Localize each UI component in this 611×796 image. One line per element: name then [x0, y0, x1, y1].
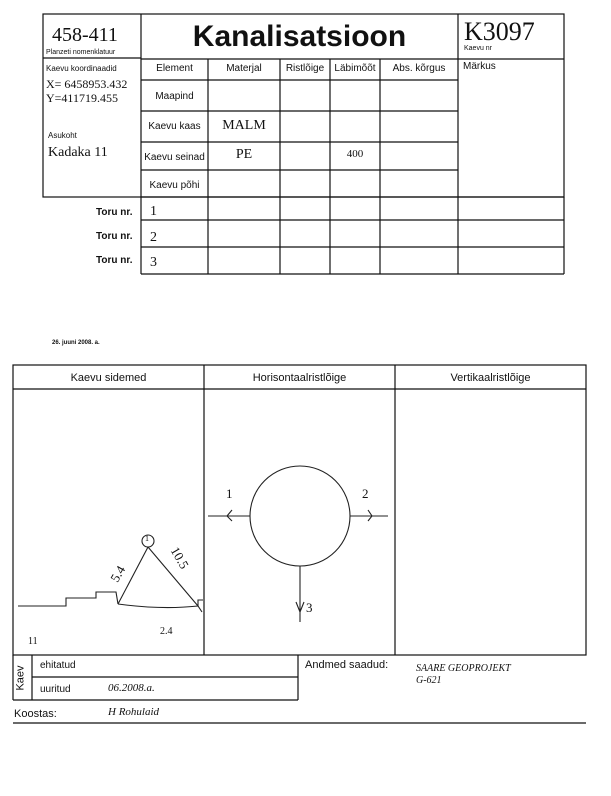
- row-walls-diameter: 400: [346, 148, 364, 160]
- sheet-caption: Planzeti nomenklatuur: [46, 49, 116, 56]
- well-number: K3097: [464, 17, 535, 46]
- sketch-pipe3-label: 3: [306, 600, 313, 615]
- row-walls-label: Kaevu seinad: [144, 152, 205, 163]
- row-ground-label: Maapind: [155, 91, 194, 102]
- pipe-2-label: Toru nr.: [96, 231, 133, 242]
- col-section: Ristlõige: [285, 63, 325, 74]
- col-material: Materjal: [226, 63, 262, 74]
- panel-horizontal-title: Horisontaalristlõige: [252, 372, 347, 384]
- well-caption: Kaevu nr: [464, 45, 493, 52]
- page-title: Kanalisatsioon: [192, 19, 407, 53]
- sketch-pipe1-label: 1: [226, 486, 233, 501]
- pipe-2-number: 2: [150, 230, 157, 245]
- col-element: Element: [156, 63, 193, 74]
- pipe-3-number: 3: [150, 255, 157, 270]
- row-lid-material: MALM: [222, 118, 266, 133]
- coords-caption: Kaevu koordinaadid: [46, 64, 117, 73]
- coord-x: X= 6458953.432: [46, 77, 128, 91]
- horizontal-sketch: [208, 466, 388, 622]
- sketch-dist-right: 10.5: [167, 544, 192, 572]
- pipe-3-label: Toru nr.: [96, 255, 133, 266]
- data-from-value-2: G-621: [416, 675, 442, 686]
- sheet-number: 458-411: [52, 24, 118, 46]
- row-walls-material: PE: [235, 147, 253, 162]
- compiled-value: H Rohulaid: [108, 706, 160, 718]
- data-from-value-1: SAARE GEOPROJEKT: [416, 663, 511, 674]
- sketch-corner-left: 11: [28, 636, 38, 647]
- col-diameter: Läbimõõt: [334, 63, 376, 74]
- sketch-corner-right: 2.4: [160, 626, 173, 637]
- sketch-dist-left: 5.4: [107, 562, 129, 585]
- pipe-1-label: Toru nr.: [96, 207, 133, 218]
- row-bottom-label: Kaevu põhi: [149, 180, 200, 191]
- built-label: ehitatud: [40, 660, 76, 671]
- surveyed-label: uuritud: [40, 684, 71, 695]
- date-stamp: 26. juuni 2008. a.: [52, 340, 100, 346]
- col-remarks: Märkus: [463, 61, 496, 72]
- surveyed-value: 06.2008.a.: [108, 682, 155, 694]
- sketch-node-label: 1: [145, 534, 149, 543]
- footer-side-label: Kaev: [14, 665, 27, 691]
- col-height: Abs. kõrgus: [392, 63, 446, 74]
- location-value: Kadaka 11: [48, 145, 108, 160]
- row-lid-label: Kaevu kaas: [148, 121, 201, 132]
- panel-vertical-title: Vertikaalristlõige: [450, 372, 531, 384]
- compiled-label: Koostas:: [14, 708, 57, 720]
- panel-connections-title: Kaevu sidemed: [70, 372, 147, 384]
- pipe-1-number: 1: [150, 204, 157, 219]
- data-from-label: Andmed saadud:: [305, 659, 389, 671]
- location-caption: Asukoht: [48, 131, 77, 140]
- coord-y: Y=411719.455: [46, 91, 118, 105]
- sketch-pipe2-label: 2: [362, 486, 369, 501]
